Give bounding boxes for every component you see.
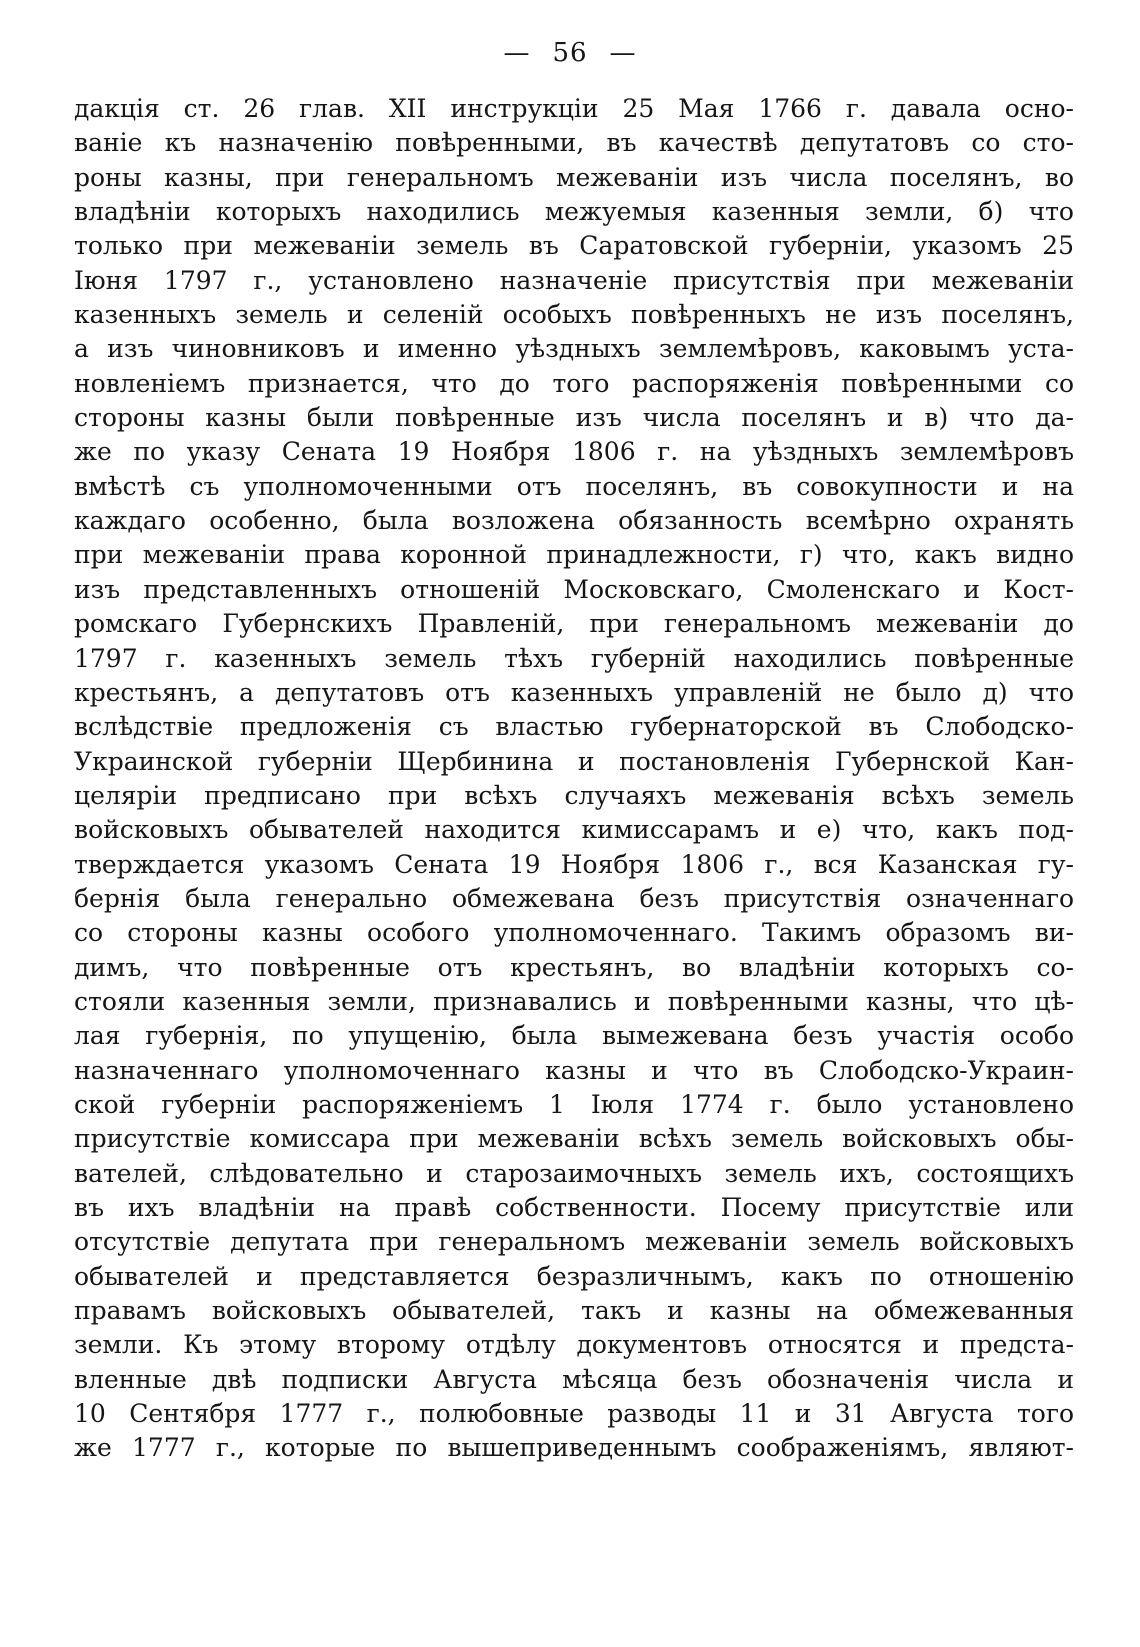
text-line: войсковыхъ обывателей находится кимиссарамъ и е) что, какъ под- (74, 815, 1074, 845)
text-line: вмѣстѣ съ уполномоченными отъ поселянъ, въ совокупности и на (74, 471, 1074, 501)
text-line: стороны казны были повѣренные изъ числа поселянъ и в) что да- (74, 403, 1074, 433)
text-line: со стороны казны особого уполномоченнаго. Такимъ образомъ ви- (74, 918, 1074, 948)
text-line: ской губерніи распоряженіемъ 1 Іюля 1774 г. было установлено (74, 1089, 1074, 1119)
text-line: вленные двѣ подписки Августа мѣсяца безъ обозначенія числа и (74, 1364, 1074, 1394)
text-line: каждаго особенно, была возложена обязанность всемѣрно охранять (74, 506, 1074, 536)
text-line: только при межеваніи земель въ Саратовской губерніи, указомъ 25 (74, 231, 1074, 261)
text-line: казенныхъ земель и селеній особыхъ повѣренныхъ не изъ поселянъ, (74, 300, 1074, 330)
header-dash-right: — (609, 38, 637, 68)
text-line: роны казны, при генеральномъ межеваніи изъ числа поселянъ, во (74, 162, 1074, 192)
page-number: 56 (552, 38, 588, 68)
text-line: въ ихъ владѣніи на правѣ собственности. Посему присутствіе или (74, 1193, 1074, 1222)
text-line: а изъ чиновниковъ и именно уѣздныхъ землемѣровъ, каковымъ уста- (74, 334, 1074, 364)
header-dash-left: — (503, 38, 531, 68)
text-line: крестьянъ, а депутатовъ отъ казенныхъ управленій не было д) что (74, 677, 1074, 707)
text-line: 1797 г. казенныхъ земель тѣхъ губерній находились повѣренные (74, 643, 1074, 673)
text-line: димъ, что повѣренные отъ крестьянъ, во владѣніи которыхъ со- (74, 952, 1074, 982)
text-line: же 1777 г., которые по вышеприведеннымъ соображеніямъ, являют- (74, 1433, 1074, 1463)
text-line: стояли казенныя земли, признавались и повѣренными казны, что цѣ- (74, 986, 1074, 1016)
text-line: правамъ войсковыхъ обывателей, такъ и казны на обмежеванныя (74, 1296, 1074, 1326)
text-line: же по указу Сената 19 Ноября 1806 г. на уѣздныхъ землемѣровъ (74, 437, 1074, 467)
text-line: присутствіе комиссара при межеваніи всѣхъ земель войсковыхъ обы- (74, 1124, 1074, 1154)
text-line: обывателей и представляется безразличнымъ, какъ по отношенію (74, 1261, 1074, 1291)
text-line: изъ представленныхъ отношеній Московскаго, Смоленскаго и Кост- (74, 574, 1074, 604)
body-text (74, 92, 1074, 1466)
text-line: 10 Сентября 1777 г., полюбовные разводы 11 и 31 Августа того (74, 1399, 1074, 1429)
text-line: бернія была генерально обмежевана безъ присутствія означеннаго (74, 883, 1074, 913)
text-line: целяріи предписано при всѣхъ случаяхъ межеванія всѣхъ земель (74, 780, 1074, 810)
text-line: назначеннаго уполномоченнаго казны и что въ Слободско-Украин- (74, 1055, 1074, 1085)
text-line: отсутствіе депутата при генеральномъ межеваніи земель войсковыхъ (74, 1227, 1074, 1257)
text-line: Украинской губерніи Щербинина и постановленія Губернской Кан- (74, 746, 1074, 776)
text-line: вателей, слѣдовательно и старозаимочныхъ земель ихъ, состоящихъ (74, 1158, 1074, 1188)
text-line: тверждается указомъ Сената 19 Ноября 1806 г., вся Казанская гу- (74, 849, 1074, 879)
text-line: Іюня 1797 г., установлено назначеніе присутствія при межеваніи (74, 265, 1074, 295)
text-line: лая губернія, по упущенію, была вымежевана безъ участія особо (74, 1021, 1074, 1051)
text-line: новленіемъ признается, что до того распоряженія повѣренными со (74, 368, 1074, 398)
text-line: земли. Къ этому второму отдѣлу документовъ относятся и предста- (74, 1330, 1074, 1360)
text-line: владѣніи которыхъ находились межуемыя казенныя земли, б) что (74, 197, 1074, 227)
text-line: при межеваніи права коронной принадлежности, г) что, какъ видно (74, 540, 1074, 570)
page-header (0, 38, 1140, 68)
text-line: ваніе къ назначенію повѣренными, въ качествѣ депутатовъ со сто- (74, 128, 1074, 158)
text-line: вслѣдствіе предложенія съ властью губернаторской въ Слободско- (74, 712, 1074, 742)
text-line: дакція ст. 26 глав. XII инструкціи 25 Мая 1766 г. давала осно- (74, 94, 1074, 123)
text-line: ромскаго Губернскихъ Правленій, при генеральномъ межеваніи до (74, 609, 1074, 639)
